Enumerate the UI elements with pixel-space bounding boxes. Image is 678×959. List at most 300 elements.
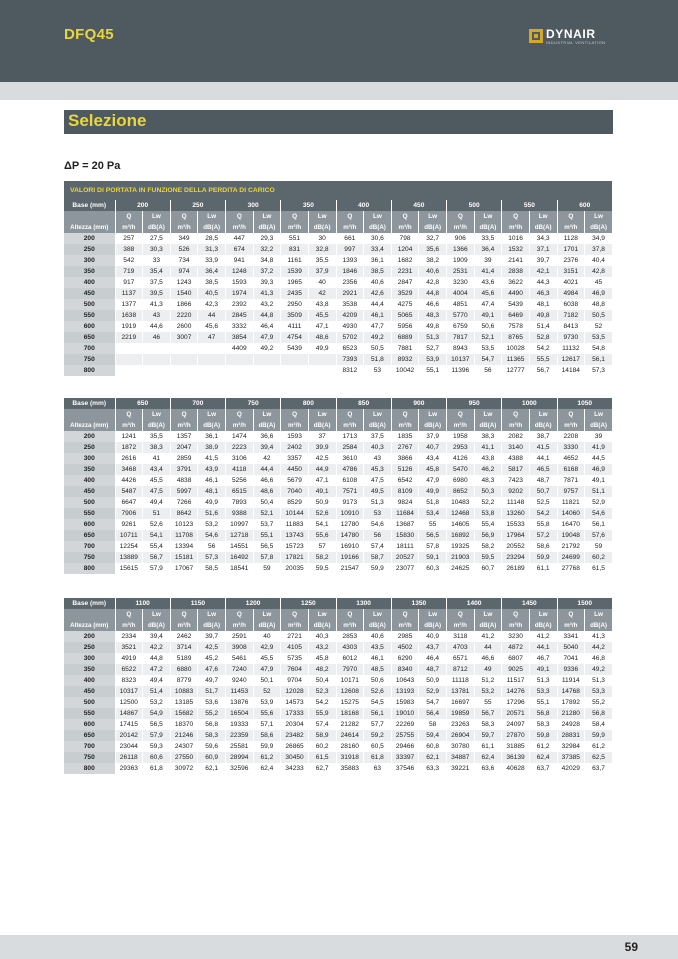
noise-value: 60,8 [419, 741, 447, 752]
q-unit: m³/h [447, 222, 475, 233]
noise-value: 62,4 [253, 763, 281, 774]
noise-value [308, 354, 336, 365]
noise-value: 36,4 [474, 244, 502, 255]
flow-value: 6807 [502, 653, 530, 664]
lw-header: Lw [364, 409, 392, 420]
noise-value: 41,9 [585, 442, 613, 453]
lw-unit: dB(A) [474, 420, 502, 431]
lw-unit: dB(A) [474, 222, 502, 233]
flow-value: 2231 [391, 266, 419, 277]
noise-value: 37,9 [419, 431, 447, 442]
lw-header: Lw [364, 609, 392, 620]
flow-value: 5679 [281, 475, 309, 486]
noise-value: 39,4 [143, 631, 171, 642]
noise-value: 39,7 [529, 255, 557, 266]
noise-value: 57,4 [364, 541, 392, 552]
flow-value: 1638 [115, 310, 143, 321]
lw-unit: dB(A) [253, 222, 281, 233]
q-header: Q [281, 409, 309, 420]
lw-header: Lw [143, 409, 171, 420]
q-unit: m³/h [557, 420, 585, 431]
flow-value: 3622 [502, 277, 530, 288]
flow-value: 661 [336, 233, 364, 244]
noise-value: 40,6 [419, 266, 447, 277]
lw-header: Lw [143, 211, 171, 222]
table-row [64, 530, 613, 541]
flow-value: 12608 [336, 686, 364, 697]
flow-value: 997 [336, 244, 364, 255]
noise-value: 40,3 [308, 631, 336, 642]
noise-value: 50,7 [529, 486, 557, 497]
q-unit: m³/h [170, 222, 198, 233]
noise-value: 49,1 [585, 475, 613, 486]
flow-value: 8943 [447, 343, 475, 354]
height-label: 700 [64, 541, 115, 552]
flow-value: 2767 [391, 442, 419, 453]
flow-value: 11453 [226, 686, 254, 697]
noise-value: 38,2 [419, 255, 447, 266]
noise-value: 54,2 [308, 697, 336, 708]
noise-value: 49,2 [364, 332, 392, 343]
q-header: Q [281, 211, 309, 222]
flow-value: 5439 [281, 343, 309, 354]
flow-value: 1965 [281, 277, 309, 288]
noise-value: 41,3 [253, 288, 281, 299]
noise-value: 33,5 [474, 233, 502, 244]
noise-value: 49 [474, 664, 502, 675]
noise-value: 51,7 [198, 686, 226, 697]
height-label: 650 [64, 730, 115, 741]
noise-value: 56 [364, 530, 392, 541]
noise-value: 50,9 [419, 675, 447, 686]
noise-value: 58 [419, 719, 447, 730]
flow-value: 11365 [502, 354, 530, 365]
height-label: 200 [64, 631, 115, 642]
noise-value: 54,9 [143, 708, 171, 719]
noise-value: 46,5 [529, 464, 557, 475]
noise-value: 50,5 [585, 310, 613, 321]
noise-value: 42,6 [364, 288, 392, 299]
flow-value: 39221 [447, 763, 475, 774]
flow-value: 2921 [336, 288, 364, 299]
flow-value: 6880 [170, 664, 198, 675]
noise-value: 32,8 [308, 244, 336, 255]
flow-value: 6012 [336, 653, 364, 664]
flow-value: 30780 [447, 741, 475, 752]
noise-value: 56,8 [198, 719, 226, 730]
noise-value: 39,5 [143, 288, 171, 299]
lw-header: Lw [585, 211, 613, 222]
noise-value: 57,4 [308, 719, 336, 730]
noise-value: 57,1 [253, 719, 281, 730]
height-label: 350 [64, 464, 115, 475]
flow-value: 5956 [391, 321, 419, 332]
flow-value: 7970 [336, 664, 364, 675]
q-unit: m³/h [336, 222, 364, 233]
flow-value: 4786 [336, 464, 364, 475]
noise-value: 56,1 [585, 519, 613, 530]
flow-value: 7906 [115, 508, 143, 519]
noise-value: 50,9 [308, 497, 336, 508]
flow-value: 8642 [170, 508, 198, 519]
flow-value: 3106 [226, 453, 254, 464]
flow-value: 34887 [447, 752, 475, 763]
flow-value: 6522 [115, 664, 143, 675]
noise-value: 54,5 [364, 697, 392, 708]
noise-value: 46,9 [585, 464, 613, 475]
base-header: 500 [447, 200, 502, 211]
noise-value: 48,1 [198, 486, 226, 497]
flow-value: 9824 [391, 497, 419, 508]
table-row [64, 277, 613, 288]
flow-value: 7040 [281, 486, 309, 497]
empty-header [64, 409, 115, 420]
q-unit: m³/h [336, 620, 364, 631]
flow-value: 10137 [447, 354, 475, 365]
base-header: 200 [115, 200, 170, 211]
noise-value [308, 365, 336, 376]
flow-value: 13781 [447, 686, 475, 697]
noise-value: 49,7 [198, 675, 226, 686]
flow-value: 2600 [170, 321, 198, 332]
q-header: Q [336, 409, 364, 420]
noise-value: 46,4 [253, 321, 281, 332]
base-header: 900 [391, 398, 446, 409]
noise-value: 56,1 [364, 708, 392, 719]
base-header: 1450 [502, 598, 557, 609]
lw-header: Lw [474, 609, 502, 620]
noise-value: 47,9 [253, 332, 281, 343]
noise-value: 46,9 [585, 288, 613, 299]
noise-value: 53,7 [253, 519, 281, 530]
noise-value: 41,2 [529, 631, 557, 642]
flow-value: 17296 [502, 697, 530, 708]
noise-value: 44,9 [308, 464, 336, 475]
flow-value: 5817 [502, 464, 530, 475]
height-label: 300 [64, 255, 115, 266]
flow-value: 26189 [502, 563, 530, 574]
base-header: 300 [226, 200, 281, 211]
flow-value: 388 [115, 244, 143, 255]
flow-value: 10171 [336, 675, 364, 686]
noise-value: 49,4 [143, 497, 171, 508]
flow-value: 14780 [336, 530, 364, 541]
flow-value: 13394 [170, 541, 198, 552]
table-row [64, 431, 613, 442]
flow-value: 906 [447, 233, 475, 244]
noise-value: 42,5 [198, 642, 226, 653]
flow-value: 11684 [391, 508, 419, 519]
height-label: 750 [64, 552, 115, 563]
noise-value: 55,4 [474, 519, 502, 530]
lw-unit: dB(A) [253, 420, 281, 431]
flow-value: 6108 [336, 475, 364, 486]
flow-value: 21903 [447, 552, 475, 563]
lw-header: Lw [253, 409, 281, 420]
flow-value: 5189 [170, 653, 198, 664]
flow-value [281, 365, 309, 376]
brand-name: DYNAIR [546, 26, 596, 41]
flow-value: 2985 [391, 631, 419, 642]
q-unit: m³/h [226, 420, 254, 431]
flow-value: 21792 [557, 541, 585, 552]
noise-value: 63,7 [585, 763, 613, 774]
flow-value: 16910 [336, 541, 364, 552]
noise-value: 40,6 [364, 277, 392, 288]
noise-value: 58,6 [529, 541, 557, 552]
flow-value: 11118 [447, 675, 475, 686]
flow-value: 5487 [115, 486, 143, 497]
table-row [64, 233, 613, 244]
flow-value: 14060 [557, 508, 585, 519]
flow-value: 17415 [115, 719, 143, 730]
noise-value: 38,9 [198, 442, 226, 453]
flow-value: 2721 [281, 631, 309, 642]
noise-value: 61,1 [474, 741, 502, 752]
height-label: 600 [64, 321, 115, 332]
flow-value: 42029 [557, 763, 585, 774]
noise-value [253, 365, 281, 376]
height-label: 800 [64, 563, 115, 574]
noise-value: 44,4 [253, 464, 281, 475]
flow-value: 17067 [170, 563, 198, 574]
noise-value: 53 [364, 365, 392, 376]
flow-value: 7817 [447, 332, 475, 343]
flow-value: 3007 [170, 332, 198, 343]
dynair-logo-icon [529, 29, 543, 43]
noise-value: 58,4 [585, 719, 613, 730]
flow-value: 4126 [447, 453, 475, 464]
flow-value: 7240 [226, 664, 254, 675]
table-row [64, 752, 613, 763]
flow-value: 7871 [557, 475, 585, 486]
height-label: 400 [64, 277, 115, 288]
flow-value: 1701 [557, 244, 585, 255]
flow-value: 1248 [226, 266, 254, 277]
noise-value: 63,3 [419, 763, 447, 774]
base-header: 650 [115, 398, 170, 409]
noise-value: 44,4 [364, 299, 392, 310]
flow-value: 2953 [447, 442, 475, 453]
pressure-label: ΔP = 20 Pa [64, 160, 121, 172]
flow-value: 17964 [502, 530, 530, 541]
table-row [64, 332, 613, 343]
flow-value: 19859 [447, 708, 475, 719]
noise-value: 50,6 [474, 321, 502, 332]
noise-value: 55 [419, 519, 447, 530]
base-header: 1050 [557, 398, 613, 409]
noise-value: 46,1 [364, 653, 392, 664]
lw-unit: dB(A) [143, 222, 171, 233]
noise-value: 44,2 [585, 642, 613, 653]
noise-value: 56,1 [585, 354, 613, 365]
flow-value: 1016 [502, 233, 530, 244]
noise-value: 55,1 [253, 530, 281, 541]
noise-value: 41,5 [529, 442, 557, 453]
height-label: 700 [64, 343, 115, 354]
flow-value: 3151 [557, 266, 585, 277]
noise-value: 37,5 [143, 277, 171, 288]
noise-value: 62,5 [585, 752, 613, 763]
flow-value: 7604 [281, 664, 309, 675]
flow-value: 12500 [115, 697, 143, 708]
noise-value: 46,8 [585, 653, 613, 664]
noise-value: 56,7 [143, 552, 171, 563]
flow-value: 22359 [226, 730, 254, 741]
height-label: 550 [64, 310, 115, 321]
flow-value: 17821 [281, 552, 309, 563]
base-header: 1000 [502, 398, 557, 409]
noise-value: 37,9 [308, 266, 336, 277]
noise-value: 32,2 [253, 244, 281, 255]
flow-value: 3521 [115, 642, 143, 653]
noise-value: 45,5 [253, 653, 281, 664]
noise-value: 59,6 [198, 741, 226, 752]
noise-value: 55,1 [419, 365, 447, 376]
noise-value: 60,6 [143, 752, 171, 763]
flow-value: 11883 [281, 519, 309, 530]
flow-value: 3468 [115, 464, 143, 475]
noise-value: 62,1 [419, 752, 447, 763]
noise-value: 53,4 [419, 508, 447, 519]
flow-value: 15682 [170, 708, 198, 719]
noise-value: 56,4 [419, 708, 447, 719]
table-row [64, 653, 613, 664]
height-label: 700 [64, 741, 115, 752]
height-label: 800 [64, 365, 115, 376]
flow-value: 2082 [502, 431, 530, 442]
flow-value: 4838 [170, 475, 198, 486]
flow-value: 2859 [170, 453, 198, 464]
flow-value: 8712 [447, 664, 475, 675]
flow-value: 1846 [336, 266, 364, 277]
noise-value: 54,2 [529, 508, 557, 519]
lw-header: Lw [529, 409, 557, 420]
flow-value: 1682 [391, 255, 419, 266]
noise-value: 60,2 [308, 741, 336, 752]
noise-value: 57,8 [253, 552, 281, 563]
noise-value: 52,6 [308, 508, 336, 519]
noise-value: 49,2 [585, 664, 613, 675]
flow-value: 26904 [447, 730, 475, 741]
noise-value: 54,7 [419, 697, 447, 708]
lw-unit: dB(A) [253, 620, 281, 631]
height-label: 250 [64, 642, 115, 653]
noise-value: 52,1 [474, 332, 502, 343]
noise-value: 63,7 [529, 763, 557, 774]
flow-value: 6469 [502, 310, 530, 321]
lw-header: Lw [364, 211, 392, 222]
flow-value: 37546 [391, 763, 419, 774]
flow-value: 1243 [170, 277, 198, 288]
noise-value: 57,3 [198, 552, 226, 563]
q-header: Q [170, 409, 198, 420]
lw-header: Lw [419, 211, 447, 222]
table-row [64, 686, 613, 697]
flow-value: 7393 [336, 354, 364, 365]
flow-value [115, 343, 143, 354]
noise-value: 42,2 [143, 642, 171, 653]
flow-value: 15275 [336, 697, 364, 708]
q-header: Q [115, 609, 143, 620]
flow-value: 8323 [115, 675, 143, 686]
noise-value: 56,7 [474, 708, 502, 719]
noise-value: 40 [253, 631, 281, 642]
noise-value: 63,6 [474, 763, 502, 774]
flow-value: 5439 [502, 299, 530, 310]
flow-value: 2462 [170, 631, 198, 642]
flow-value: 16697 [447, 697, 475, 708]
noise-value: 43,5 [364, 642, 392, 653]
height-label: 600 [64, 719, 115, 730]
flow-value: 1366 [447, 244, 475, 255]
flow-value: 10711 [115, 530, 143, 541]
noise-value: 61,2 [585, 741, 613, 752]
flow-value: 21246 [170, 730, 198, 741]
empty-header [64, 609, 115, 620]
q-header: Q [226, 409, 254, 420]
noise-value [198, 343, 226, 354]
noise-value: 44 [198, 310, 226, 321]
lw-unit: dB(A) [308, 222, 336, 233]
flow-value: 8652 [447, 486, 475, 497]
flow-value: 4004 [447, 288, 475, 299]
noise-value: 49,1 [529, 664, 557, 675]
flow-value: 7578 [502, 321, 530, 332]
noise-value: 30,6 [364, 233, 392, 244]
flow-value: 15723 [281, 541, 309, 552]
noise-value: 43,2 [308, 642, 336, 653]
noise-value: 63 [364, 763, 392, 774]
flow-value: 4450 [281, 464, 309, 475]
empty-header [64, 211, 115, 222]
noise-value: 52,3 [308, 686, 336, 697]
noise-value: 45,3 [364, 464, 392, 475]
flow-value: 20142 [115, 730, 143, 741]
flow-value: 20035 [281, 563, 309, 574]
noise-value: 47,5 [364, 475, 392, 486]
noise-value: 37,8 [585, 244, 613, 255]
noise-value: 60,3 [419, 563, 447, 574]
noise-value: 36,1 [198, 431, 226, 442]
table-row [64, 255, 613, 266]
flow-value: 3341 [557, 631, 585, 642]
noise-value: 35,5 [143, 431, 171, 442]
flow-value: 2208 [557, 431, 585, 442]
noise-value: 47,9 [253, 664, 281, 675]
flow-value: 12468 [447, 508, 475, 519]
flow-value: 20571 [502, 708, 530, 719]
noise-value: 53,5 [474, 343, 502, 354]
noise-value: 43,9 [198, 464, 226, 475]
lw-unit: dB(A) [308, 420, 336, 431]
lw-unit: dB(A) [529, 620, 557, 631]
flow-value: 18541 [226, 563, 254, 574]
flow-value: 2838 [502, 266, 530, 277]
flow-value: 5065 [391, 310, 419, 321]
noise-value: 47,1 [308, 321, 336, 332]
lw-unit: dB(A) [198, 420, 226, 431]
table-row [64, 519, 613, 530]
q-unit: m³/h [502, 620, 530, 631]
flow-value: 11914 [557, 675, 585, 686]
noise-value: 55,9 [308, 708, 336, 719]
noise-value: 57,8 [419, 541, 447, 552]
flow-value: 8109 [391, 486, 419, 497]
noise-value: 61,5 [585, 563, 613, 574]
product-code: DFQ45 [64, 26, 114, 43]
noise-value: 46 [143, 332, 171, 343]
